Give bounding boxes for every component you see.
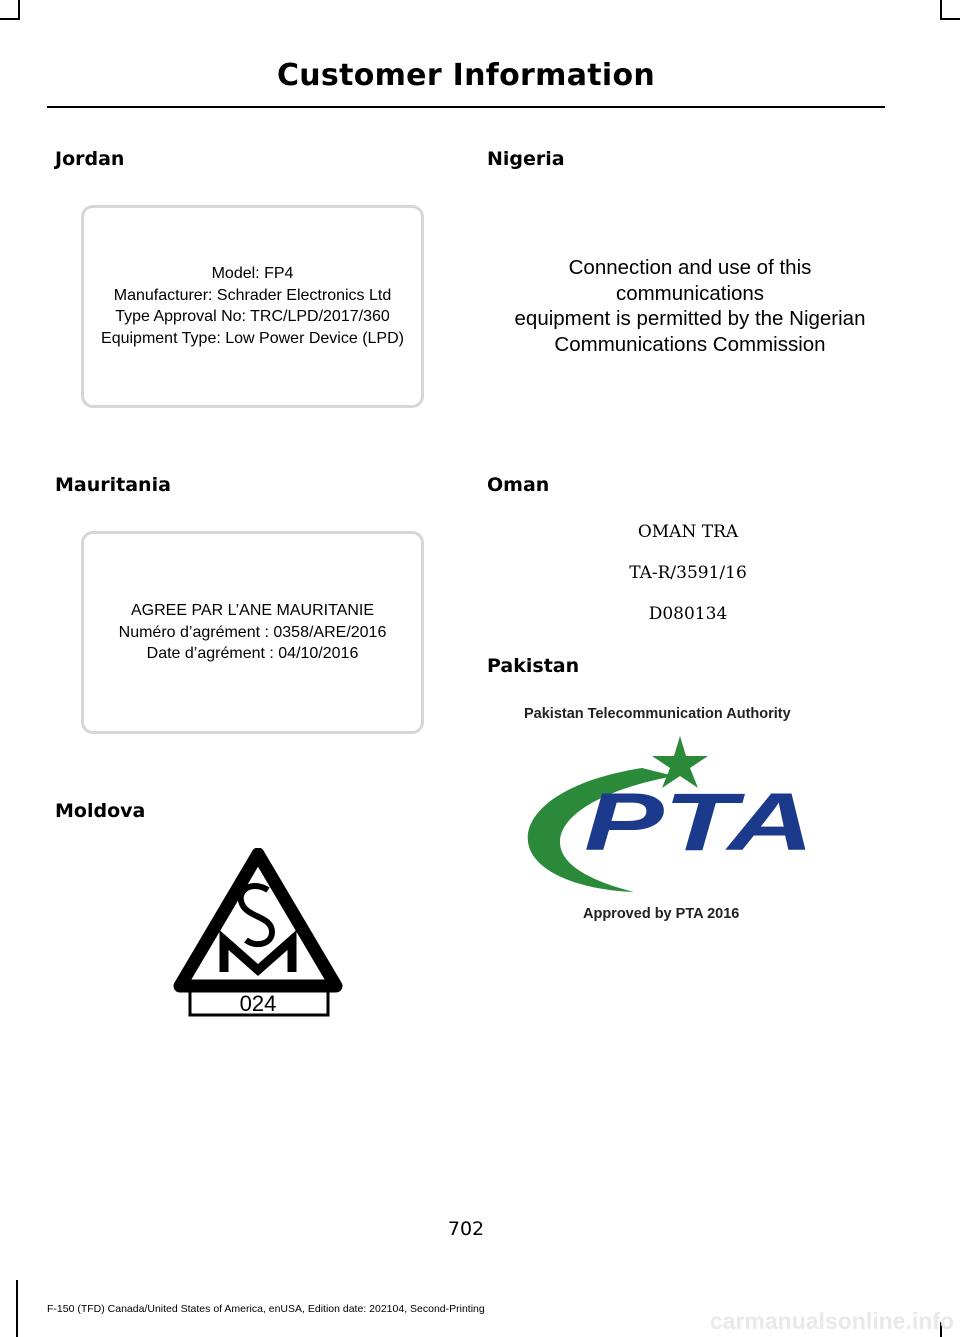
- crop-mark: [940, 0, 942, 20]
- mauritania-label-line: Numéro d’agrément : 0358/ARE/2016: [118, 623, 387, 641]
- jordan-label-line: Equipment Type: Low Power Device (LPD): [101, 329, 404, 347]
- pta-logo-text: PTA: [584, 777, 814, 868]
- jordan-label-line: Type Approval No: TRC/LPD/2017/360: [115, 308, 390, 325]
- edition-footer: F-150 (TFD) Canada/United States of America, enUSA, Edition date: 202104, Second-Printing: [47, 1303, 485, 1315]
- crop-mark: [16, 1280, 18, 1337]
- mauritania-approval-label: [81, 531, 424, 734]
- crop-mark: [0, 18, 18, 20]
- nigeria-text-line: equipment is permitted by the Nigerian: [514, 307, 866, 330]
- oman-line: TA-R/3591/16: [629, 563, 747, 583]
- heading-oman: Oman: [487, 474, 550, 496]
- oman-line: OMAN TRA: [637, 522, 739, 542]
- pta-logo-title: Pakistan Telecommunication Authority: [524, 706, 791, 722]
- heading-jordan: Jordan: [55, 148, 125, 170]
- pta-approved-text: Approved by PTA 2016: [583, 906, 740, 922]
- mauritania-label-line: Date d’agrément : 04/10/2016: [146, 645, 359, 662]
- nigeria-approval-text: [490, 255, 890, 357]
- heading-mauritania: Mauritania: [55, 474, 171, 496]
- moldova-s-letter: [241, 886, 272, 944]
- moldova-mark-number: 024: [239, 991, 277, 1016]
- moldova-conformity-mark: [172, 848, 344, 1023]
- nigeria-text-line: Connection and use of this: [568, 256, 812, 279]
- mauritania-label-line: AGREE PAR L’ANE MAURITANIE: [130, 602, 374, 619]
- header-divider: [47, 106, 885, 108]
- jordan-label-line: Model: FP4: [211, 265, 294, 282]
- heading-moldova: Moldova: [55, 800, 146, 822]
- jordan-label-line: Manufacturer: Schrader Electronics Ltd: [113, 286, 392, 304]
- nigeria-text-line: communications: [615, 281, 765, 305]
- page-number: 702: [447, 1218, 485, 1240]
- oman-line: D080134: [648, 604, 728, 624]
- nigeria-text-line: Communications Commission: [554, 332, 826, 356]
- pta-logo: [524, 732, 820, 902]
- page-title: Customer Information: [276, 58, 656, 93]
- jordan-approval-label: [81, 205, 424, 408]
- heading-pakistan: Pakistan: [487, 655, 580, 677]
- heading-nigeria: Nigeria: [487, 148, 565, 170]
- watermark: carmanualsonline.info: [709, 1308, 954, 1334]
- crop-mark: [940, 18, 960, 20]
- crop-mark: [18, 0, 20, 20]
